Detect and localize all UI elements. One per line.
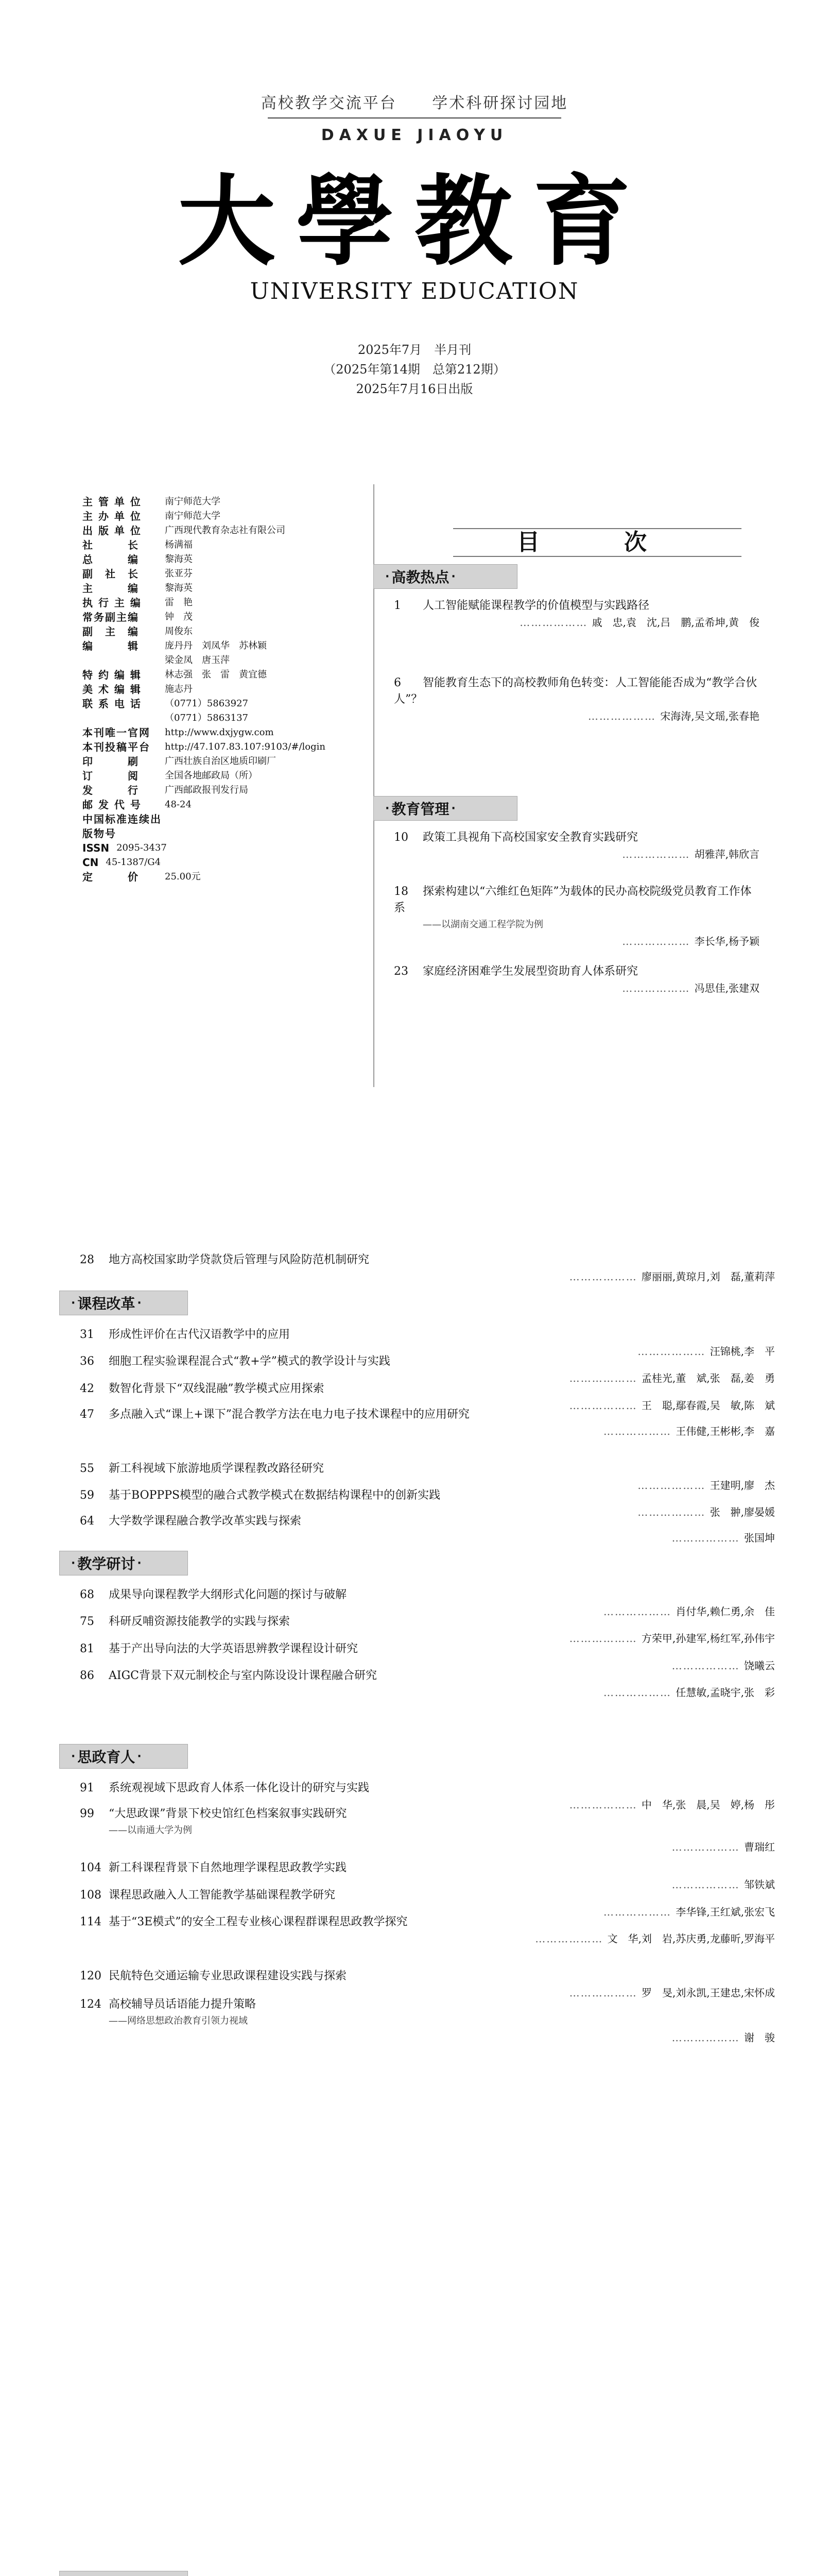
section-dot-icon: · bbox=[385, 802, 390, 815]
entry-page: 10 bbox=[394, 831, 408, 844]
info-row bbox=[82, 523, 371, 538]
dot-leader: ……………… bbox=[588, 710, 661, 722]
section-dot-icon: · bbox=[385, 570, 390, 583]
section-header bbox=[59, 1551, 188, 1575]
masthead-tagline bbox=[0, 90, 829, 113]
info-row bbox=[82, 711, 371, 725]
info-row bbox=[82, 509, 371, 523]
masthead-rule bbox=[268, 117, 561, 118]
info-value: 广西邮政报刊发行局 bbox=[165, 785, 248, 795]
info-row bbox=[82, 682, 371, 697]
section-name: 教学研讨 bbox=[77, 1555, 135, 1572]
dot-leader: ……………… bbox=[569, 1987, 642, 1999]
entry-page: 6 bbox=[394, 676, 401, 689]
toc-entry[interactable] bbox=[80, 1513, 775, 1546]
info-value: 南宁师范大学 bbox=[165, 496, 220, 507]
info-value: 45-1387/G4 bbox=[106, 857, 161, 868]
entry-authors: 宋海涛,吴文瑶,张春艳 bbox=[660, 710, 759, 722]
entry-page: 86 bbox=[80, 1669, 94, 1682]
entry-authors: 胡雅萍,韩欣言 bbox=[694, 848, 759, 860]
info-label: 主 管 单 位 bbox=[82, 496, 142, 508]
dot-leader: ……………… bbox=[603, 1686, 676, 1699]
dot-leader: ……………… bbox=[671, 1841, 744, 1853]
dot-leader: ……………… bbox=[535, 1933, 608, 1945]
entry-page: 68 bbox=[80, 1588, 94, 1601]
info-row bbox=[82, 653, 371, 668]
dot-leader: ……………… bbox=[569, 1632, 642, 1645]
info-value: 黎海英 bbox=[165, 554, 193, 565]
toc-entry[interactable] bbox=[80, 1252, 775, 1285]
entry-page: 91 bbox=[80, 1782, 94, 1794]
info-label: 印 刷 bbox=[82, 755, 139, 768]
entry-title: 基于BOPPPS模型的融合式教学模式在数据结构课程中的创新实践 bbox=[109, 1489, 441, 1502]
info-label: 执 行 主 编 bbox=[82, 597, 142, 609]
entry-page: 108 bbox=[80, 1889, 101, 1902]
info-value: 25.00元 bbox=[165, 871, 201, 882]
info-value: 杨满福 bbox=[165, 539, 193, 550]
info-row bbox=[82, 610, 371, 624]
issue-line-1: 2025年7月 半月刊 bbox=[357, 343, 472, 357]
dot-leader: ……………… bbox=[520, 616, 592, 629]
section-dot-icon: · bbox=[71, 1556, 76, 1570]
info-value: 施志丹 bbox=[165, 684, 193, 694]
entry-page: 64 bbox=[80, 1515, 94, 1528]
entry-title: 探索构建以“六维红色矩阵”为载体的民办高校院级党员教育工作体系 bbox=[394, 885, 752, 914]
entry-page: 120 bbox=[80, 1970, 101, 1982]
info-value: http://www.dxjygw.com bbox=[165, 727, 274, 738]
info-row bbox=[82, 552, 371, 567]
entry-authors: 饶曦云 bbox=[744, 1659, 775, 1672]
info-label: 定 价 bbox=[82, 871, 139, 883]
info-row bbox=[82, 798, 371, 812]
dot-leader: ……………… bbox=[671, 1532, 744, 1544]
entry-page: 55 bbox=[80, 1462, 94, 1475]
entry-page: 104 bbox=[80, 1861, 101, 1874]
dot-leader: ……………… bbox=[603, 1425, 676, 1437]
section-header bbox=[59, 1291, 188, 1315]
entry-title: 新工科视域下旅游地质学课程教改路径研究 bbox=[109, 1462, 324, 1475]
dot-leader: ……………… bbox=[671, 1878, 744, 1891]
info-value: http://47.107.83.107:9103/#/login bbox=[165, 741, 326, 752]
dot-leader: ……………… bbox=[637, 1479, 710, 1492]
info-label: ISSN bbox=[82, 842, 110, 854]
info-value bbox=[165, 812, 371, 841]
info-row bbox=[82, 581, 371, 596]
masthead-pinyin: DAXUE JIAOYU bbox=[321, 126, 508, 144]
entry-title: 高校辅导员话语能力提升策略 bbox=[109, 1998, 256, 2011]
info-label: 总 编 bbox=[82, 553, 139, 566]
dot-leader: ……………… bbox=[569, 1399, 642, 1412]
info-label: 主 编 bbox=[82, 582, 139, 595]
entry-authors: 李华锋,王红斌,张宏飞 bbox=[676, 1906, 775, 1918]
section-name: 高教热点 bbox=[391, 569, 450, 586]
section-dot-icon: · bbox=[451, 802, 456, 815]
entry-authors: 肖付华,赖仁勇,余 佳 bbox=[676, 1605, 775, 1618]
entry-page: 75 bbox=[80, 1615, 94, 1628]
info-label: 出 版 单 位 bbox=[82, 524, 142, 537]
dot-leader: ……………… bbox=[637, 1506, 710, 1518]
entry-page: 18 bbox=[394, 885, 408, 898]
section-name: 教育管理 bbox=[391, 801, 450, 818]
entry-authors: 孟桂光,董 斌,张 磊,姜 勇 bbox=[641, 1372, 775, 1384]
section-dot-icon: · bbox=[137, 1556, 142, 1570]
entry-title: 基于产出导向法的大学英语思辨教学课程设计研究 bbox=[109, 1642, 358, 1655]
info-row bbox=[82, 668, 371, 682]
info-row bbox=[82, 697, 371, 711]
entry-subtitle: ——以南通大学为例 bbox=[109, 1825, 192, 1836]
entry-title: 人工智能赋能课程教学的价值模型与实践路径 bbox=[423, 599, 650, 612]
toc-title: 目 次 bbox=[453, 528, 741, 557]
entry-page: 31 bbox=[80, 1328, 94, 1341]
info-label: 常务副主编 bbox=[82, 611, 139, 623]
info-label: CN bbox=[82, 856, 99, 869]
info-row bbox=[82, 639, 371, 653]
entry-subtitle: ——以湖南交通工程学院为例 bbox=[423, 919, 543, 930]
entry-authors: 李长华,杨予颖 bbox=[694, 935, 759, 947]
section-header bbox=[59, 2571, 188, 2576]
entry-authors: 王 聪,鄢春霞,吴 敏,陈 斌 bbox=[641, 1399, 775, 1412]
info-row bbox=[82, 769, 371, 783]
section-dot-icon: · bbox=[137, 1750, 142, 1763]
entry-authors: 廖丽丽,黄琼月,刘 磊,董莉萍 bbox=[641, 1270, 775, 1283]
info-label: 订 阅 bbox=[82, 770, 139, 782]
entry-title: 智能教育生态下的高校教师角色转变：人工智能能否成为“教学合伙人”？ bbox=[394, 676, 757, 706]
entry-authors: 任慧敏,孟晓宇,张 彩 bbox=[676, 1686, 775, 1699]
info-value: 48-24 bbox=[165, 799, 192, 810]
info-row bbox=[82, 754, 371, 769]
entry-authors: 戚 忠,袁 沈,吕 鹏,孟希坤,黄 俊 bbox=[592, 616, 759, 629]
info-label: 联 系 电 话 bbox=[82, 698, 142, 710]
info-label: 中国标准连续出版物号 bbox=[82, 813, 162, 840]
section-name: 课程改革 bbox=[77, 1295, 135, 1312]
section-dot-icon: · bbox=[71, 1296, 76, 1310]
info-label bbox=[82, 711, 165, 725]
entry-authors: 王伟健,王彬彬,李 嘉 bbox=[676, 1425, 775, 1437]
info-value: 广西现代教育杂志社有限公司 bbox=[165, 525, 285, 536]
toc-entry[interactable] bbox=[80, 1806, 775, 1855]
entry-page: 28 bbox=[80, 1253, 94, 1266]
entry-title: 家庭经济困难学生发展型资助育人体系研究 bbox=[423, 965, 638, 978]
issue-line-2: （2025年第14期 总第212期） bbox=[323, 362, 506, 377]
entry-title: 政策工具视角下高校国家安全教育实践研究 bbox=[423, 831, 638, 844]
dot-leader: ……………… bbox=[603, 1605, 676, 1618]
entry-authors: 邹铁斌 bbox=[744, 1878, 775, 1891]
info-label: 主 办 单 位 bbox=[82, 510, 142, 522]
section-name: 思政育人 bbox=[77, 1749, 135, 1766]
entry-authors: 王建明,廖 杰 bbox=[710, 1479, 775, 1492]
info-label: 本刊投稿平台 bbox=[82, 741, 150, 753]
dot-leader: ……………… bbox=[569, 1799, 642, 1811]
entry-page: 42 bbox=[80, 1382, 94, 1395]
info-row bbox=[82, 596, 371, 610]
entry-page: 81 bbox=[80, 1642, 94, 1655]
entry-title: 基于“3E模式”的安全工程专业核心课程群课程思政教学探究 bbox=[109, 1916, 408, 1928]
entry-title: “大思政课”背景下校史馆红色档案叙事实践研究 bbox=[109, 1807, 347, 1820]
toc-entry[interactable] bbox=[80, 1406, 775, 1439]
toc-entry[interactable] bbox=[80, 1914, 775, 1947]
toc-entry[interactable] bbox=[394, 963, 759, 996]
entry-title: 多点融入式“课上+课下”混合教学方法在电力电子技术课程中的应用研究 bbox=[109, 1408, 470, 1421]
entry-title: 形成性评价在古代汉语教学中的应用 bbox=[109, 1328, 290, 1341]
entry-authors: 中 华,张 晨,吴 婷,杨 彤 bbox=[641, 1799, 775, 1811]
info-row bbox=[82, 538, 371, 552]
issue-line-3: 2025年7月16日出版 bbox=[356, 382, 473, 396]
entry-title: 大学数学课程融合教学改革实践与探索 bbox=[109, 1515, 302, 1528]
section-header bbox=[373, 796, 517, 821]
entry-title: 细胞工程实验课程混合式“教+学”模式的教学设计与实践 bbox=[109, 1355, 390, 1368]
entry-title: 数智化背景下“双线混融”教学模式应用探索 bbox=[109, 1382, 324, 1395]
entry-title: 成果导向课程教学大纲形式化问题的探讨与破解 bbox=[109, 1588, 347, 1601]
info-value: 2095-3437 bbox=[116, 842, 167, 853]
info-value: 张亚芬 bbox=[165, 568, 193, 579]
tagline-right: 学术科研探讨园地 bbox=[432, 94, 568, 112]
journal-english-title: UNIVERSITY EDUCATION bbox=[250, 278, 579, 304]
info-label: 发 行 bbox=[82, 784, 139, 796]
info-label: 副 社 长 bbox=[82, 568, 139, 580]
info-row bbox=[82, 855, 371, 870]
info-value: 林志强 张 雷 黄宜德 bbox=[165, 669, 267, 680]
section-dot-icon: · bbox=[137, 1296, 142, 1310]
publication-info bbox=[82, 495, 371, 884]
info-label: 本刊唯一官网 bbox=[82, 726, 150, 739]
dot-leader: ……………… bbox=[569, 1270, 642, 1283]
entry-page: 114 bbox=[80, 1916, 101, 1928]
info-label: 特 约 编 辑 bbox=[82, 669, 142, 681]
info-value: 周俊东 bbox=[165, 626, 193, 637]
dot-leader: ……………… bbox=[637, 1345, 710, 1358]
toc-entry[interactable] bbox=[394, 829, 759, 862]
info-value: 南宁师范大学 bbox=[165, 511, 220, 521]
dot-leader: ……………… bbox=[622, 935, 695, 947]
entry-title: 科研反哺资源技能教学的实践与探索 bbox=[109, 1615, 290, 1628]
dot-leader: ……………… bbox=[603, 1906, 676, 1918]
info-label: 美 术 编 辑 bbox=[82, 683, 142, 696]
entry-authors: 张国坤 bbox=[744, 1532, 775, 1544]
dot-leader: ……………… bbox=[622, 848, 695, 860]
info-value: （0771）5863137 bbox=[165, 713, 248, 723]
info-row bbox=[82, 783, 371, 798]
section-header bbox=[59, 1744, 188, 1769]
entry-subtitle: ——网络思想政治教育引领力视域 bbox=[109, 2015, 248, 2026]
entry-page: 1 bbox=[394, 599, 401, 612]
entry-title: 系统观视域下思政育人体系一体化设计的研究与实践 bbox=[109, 1782, 370, 1794]
info-label: 副 主 编 bbox=[82, 625, 139, 638]
info-label: 编 辑 bbox=[82, 640, 139, 652]
info-row bbox=[82, 740, 371, 754]
dot-leader: ……………… bbox=[671, 1659, 744, 1672]
info-value: （0771）5863927 bbox=[165, 698, 248, 709]
info-value: 全国各地邮政局（所） bbox=[165, 770, 257, 781]
toc-entry[interactable] bbox=[80, 1668, 775, 1701]
dot-leader: ……………… bbox=[671, 2031, 744, 2044]
entry-title: 课程思政融入人工智能教学基础课程教学研究 bbox=[109, 1889, 336, 1902]
dot-leader: ……………… bbox=[622, 982, 695, 994]
info-value: 雷 艳 bbox=[165, 597, 193, 608]
info-row bbox=[82, 725, 371, 740]
info-value: 梁金凤 唐玉萍 bbox=[165, 655, 230, 666]
entry-page: 124 bbox=[80, 1998, 101, 2011]
entry-page: 36 bbox=[80, 1355, 94, 1368]
entry-page: 23 bbox=[394, 965, 408, 978]
info-label: 社 长 bbox=[82, 539, 139, 551]
entry-authors: 方荣甲,孙建军,杨红军,孙伟宇 bbox=[641, 1632, 775, 1645]
dot-leader: ……………… bbox=[569, 1372, 642, 1384]
section-header bbox=[373, 564, 517, 589]
info-label bbox=[82, 653, 165, 668]
tagline-left: 高校教学交流平台 bbox=[261, 94, 397, 112]
entry-authors: 曹瑞红 bbox=[744, 1841, 775, 1853]
section-dot-icon: · bbox=[451, 570, 456, 583]
entry-title: AIGC背景下双元制校企与室内陈设设计课程融合研究 bbox=[109, 1669, 377, 1682]
info-row bbox=[82, 812, 371, 841]
entry-title: 民航特色交通运输专业思政课程建设实践与探索 bbox=[109, 1970, 347, 1982]
entry-title: 新工科课程背景下自然地理学课程思政教学实践 bbox=[109, 1861, 347, 1874]
info-row bbox=[82, 870, 371, 884]
issue-info bbox=[0, 340, 829, 399]
info-row bbox=[82, 495, 371, 509]
info-value: 钟 茂 bbox=[165, 612, 193, 622]
entry-page: 59 bbox=[80, 1489, 94, 1502]
info-value: 黎海英 bbox=[165, 583, 193, 594]
info-row bbox=[82, 624, 371, 639]
entry-page: 47 bbox=[80, 1408, 94, 1421]
section-name bbox=[77, 2573, 135, 2576]
section-dot-icon: · bbox=[71, 1750, 76, 1763]
entry-authors: 文 华,刘 岩,苏庆勇,龙藤昕,罗海平 bbox=[607, 1933, 775, 1945]
info-value: 庞丹丹 刘凤华 苏林颖 bbox=[165, 640, 267, 651]
info-label: 邮 发 代 号 bbox=[82, 799, 142, 811]
toc-entry[interactable] bbox=[394, 598, 759, 631]
entry-authors: 汪锦桃,李 平 bbox=[710, 1345, 775, 1358]
entry-authors: 谢 骏 bbox=[744, 2031, 775, 2044]
entry-title: 地方高校国家助学贷款贷后管理与风险防范机制研究 bbox=[109, 1253, 370, 1266]
journal-calligraphy-logo: 大學教育 bbox=[177, 164, 651, 279]
entry-page: 99 bbox=[80, 1807, 94, 1820]
info-row bbox=[82, 567, 371, 581]
entry-authors: 张 翀,廖晏媛 bbox=[710, 1506, 775, 1518]
toc-entry[interactable] bbox=[80, 1996, 775, 2046]
info-row bbox=[82, 841, 371, 855]
toc-entry[interactable] bbox=[394, 675, 759, 724]
toc-entry[interactable] bbox=[394, 884, 759, 950]
info-value: 广西壮族自治区地质印刷厂 bbox=[165, 756, 276, 767]
entry-authors: 冯思佳,张建双 bbox=[694, 982, 759, 994]
entry-authors: 罗 旻,刘永凯,王建忠,宋怀成 bbox=[641, 1987, 775, 1999]
